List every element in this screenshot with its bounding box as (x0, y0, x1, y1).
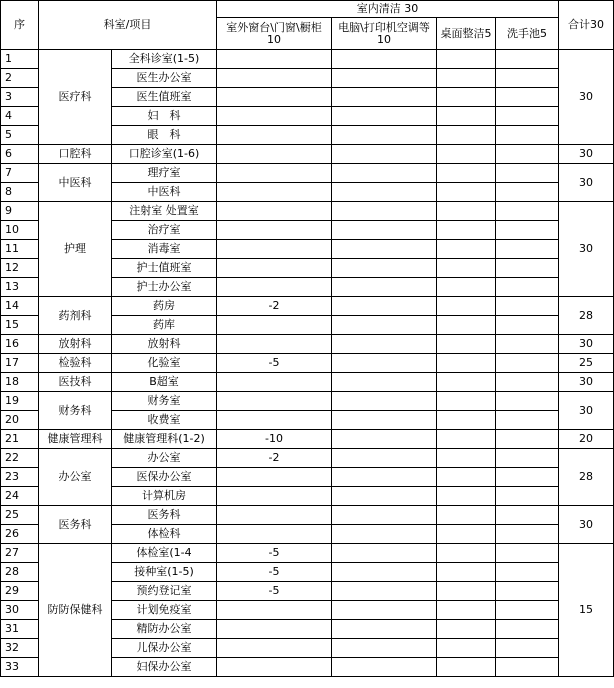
score-windows-doors: -5 (217, 582, 332, 601)
row-seq: 19 (1, 392, 39, 411)
table-row (1, 392, 614, 411)
score-windows-doors (217, 639, 332, 658)
score-windows-doors (217, 69, 332, 88)
score-computer-printer (332, 126, 437, 145)
dept-total: 28 (559, 449, 614, 506)
table-row (1, 164, 614, 183)
row-seq: 18 (1, 373, 39, 392)
room-name: 治疗室 (112, 221, 217, 240)
header-computer-printer-points: 10 (377, 32, 391, 46)
header-seq: 序 (1, 1, 39, 50)
score-sink (496, 297, 559, 316)
score-computer-printer (332, 601, 437, 620)
score-desk-tidy (437, 126, 496, 145)
row-seq: 1 (1, 50, 39, 69)
row-seq: 23 (1, 468, 39, 487)
room-name: 药库 (112, 316, 217, 335)
score-sink (496, 278, 559, 297)
room-name: 消毒室 (112, 240, 217, 259)
score-computer-printer (332, 411, 437, 430)
row-seq: 2 (1, 69, 39, 88)
score-desk-tidy (437, 563, 496, 582)
table-row (1, 297, 614, 316)
score-sink (496, 88, 559, 107)
score-computer-printer (332, 107, 437, 126)
score-desk-tidy (437, 69, 496, 88)
table-row (1, 202, 614, 221)
room-name: 医保办公室 (112, 468, 217, 487)
score-windows-doors (217, 525, 332, 544)
score-computer-printer (332, 145, 437, 164)
score-computer-printer (332, 430, 437, 449)
score-computer-printer (332, 620, 437, 639)
row-seq: 11 (1, 240, 39, 259)
dept-name: 防防保健科 (39, 544, 112, 677)
score-sink (496, 240, 559, 259)
score-windows-doors (217, 202, 332, 221)
dept-total: 15 (559, 544, 614, 677)
score-windows-doors (217, 50, 332, 69)
table-row (1, 50, 614, 69)
dept-name: 财务科 (39, 392, 112, 430)
row-seq: 14 (1, 297, 39, 316)
header-dept-item: 科室/项目 (39, 1, 217, 50)
dept-total: 30 (559, 335, 614, 354)
score-computer-printer (332, 88, 437, 107)
row-seq: 10 (1, 221, 39, 240)
score-desk-tidy (437, 468, 496, 487)
header-desk-tidy: 桌面整洁5 (437, 18, 496, 50)
score-windows-doors (217, 88, 332, 107)
score-windows-doors (217, 335, 332, 354)
score-computer-printer (332, 278, 437, 297)
dept-name: 放射科 (39, 335, 112, 354)
score-desk-tidy (437, 202, 496, 221)
dept-name: 医疗科 (39, 50, 112, 145)
room-name: 体检科 (112, 525, 217, 544)
score-sink (496, 449, 559, 468)
score-desk-tidy (437, 544, 496, 563)
room-name: 理疗室 (112, 164, 217, 183)
score-desk-tidy (437, 373, 496, 392)
dept-total: 30 (559, 164, 614, 202)
score-computer-printer (332, 506, 437, 525)
score-sink (496, 164, 559, 183)
row-seq: 26 (1, 525, 39, 544)
score-windows-doors (217, 107, 332, 126)
table-row (1, 449, 614, 468)
table-row (1, 145, 614, 164)
score-computer-printer (332, 50, 437, 69)
room-name: 护士值班室 (112, 259, 217, 278)
row-seq: 29 (1, 582, 39, 601)
score-sink (496, 430, 559, 449)
room-name: 放射科 (112, 335, 217, 354)
score-sink (496, 620, 559, 639)
room-name: 收费室 (112, 411, 217, 430)
score-windows-doors (217, 373, 332, 392)
score-sink (496, 487, 559, 506)
score-windows-doors: -5 (217, 354, 332, 373)
score-computer-printer (332, 563, 437, 582)
score-computer-printer (332, 297, 437, 316)
score-computer-printer (332, 202, 437, 221)
table-row (1, 335, 614, 354)
dept-name: 药剂科 (39, 297, 112, 335)
score-windows-doors (217, 316, 332, 335)
score-desk-tidy (437, 525, 496, 544)
dept-total: 30 (559, 506, 614, 544)
score-desk-tidy (437, 164, 496, 183)
score-windows-doors (217, 164, 332, 183)
score-sink (496, 563, 559, 582)
score-sink (496, 202, 559, 221)
score-computer-printer (332, 259, 437, 278)
score-sink (496, 411, 559, 430)
score-sink (496, 392, 559, 411)
table-row (1, 373, 614, 392)
score-windows-doors (217, 126, 332, 145)
score-windows-doors: -5 (217, 544, 332, 563)
score-desk-tidy (437, 449, 496, 468)
score-desk-tidy (437, 221, 496, 240)
row-seq: 7 (1, 164, 39, 183)
score-windows-doors (217, 468, 332, 487)
row-seq: 32 (1, 639, 39, 658)
score-computer-printer (332, 544, 437, 563)
row-seq: 15 (1, 316, 39, 335)
score-computer-printer (332, 164, 437, 183)
score-desk-tidy (437, 335, 496, 354)
score-sink (496, 316, 559, 335)
row-seq: 20 (1, 411, 39, 430)
room-name: 预约登记室 (112, 582, 217, 601)
row-seq: 21 (1, 430, 39, 449)
row-seq: 30 (1, 601, 39, 620)
score-windows-doors (217, 278, 332, 297)
score-desk-tidy (437, 88, 496, 107)
score-windows-doors: -5 (217, 563, 332, 582)
score-computer-printer (332, 69, 437, 88)
score-sink (496, 544, 559, 563)
score-computer-printer (332, 639, 437, 658)
score-windows-doors (217, 601, 332, 620)
score-windows-doors: -2 (217, 297, 332, 316)
score-windows-doors (217, 183, 332, 202)
score-desk-tidy (437, 50, 496, 69)
score-windows-doors (217, 411, 332, 430)
score-sink (496, 126, 559, 145)
room-name: 财务室 (112, 392, 217, 411)
room-name: 计划免疫室 (112, 601, 217, 620)
score-sink (496, 639, 559, 658)
score-windows-doors (217, 620, 332, 639)
score-computer-printer (332, 221, 437, 240)
table-row (1, 506, 614, 525)
row-seq: 27 (1, 544, 39, 563)
room-name: 健康管理科(1-2) (112, 430, 217, 449)
score-computer-printer (332, 316, 437, 335)
score-sink (496, 525, 559, 544)
score-sink (496, 658, 559, 677)
score-computer-printer (332, 183, 437, 202)
score-sink (496, 69, 559, 88)
score-desk-tidy (437, 620, 496, 639)
score-desk-tidy (437, 639, 496, 658)
score-computer-printer (332, 392, 437, 411)
dept-name: 办公室 (39, 449, 112, 506)
room-name: 注射室 处置室 (112, 202, 217, 221)
score-desk-tidy (437, 392, 496, 411)
row-seq: 24 (1, 487, 39, 506)
row-seq: 22 (1, 449, 39, 468)
dept-total: 30 (559, 202, 614, 297)
score-windows-doors (217, 221, 332, 240)
score-desk-tidy (437, 297, 496, 316)
score-desk-tidy (437, 430, 496, 449)
score-windows-doors (217, 259, 332, 278)
score-computer-printer (332, 582, 437, 601)
room-name: B超室 (112, 373, 217, 392)
table-row (1, 354, 614, 373)
row-seq: 33 (1, 658, 39, 677)
dept-name: 口腔科 (39, 145, 112, 164)
score-desk-tidy (437, 658, 496, 677)
score-desk-tidy (437, 278, 496, 297)
score-computer-printer (332, 658, 437, 677)
table-row (1, 544, 614, 563)
score-sink (496, 221, 559, 240)
dept-total: 30 (559, 145, 614, 164)
table-body (1, 50, 614, 677)
row-seq: 17 (1, 354, 39, 373)
header-windows-doors-label: 室外窗台\门窗\橱柜 (226, 20, 322, 34)
score-desk-tidy (437, 601, 496, 620)
header-windows-doors (217, 18, 332, 50)
room-name: 口腔诊室(1-6) (112, 145, 217, 164)
score-sink (496, 145, 559, 164)
room-name: 药房 (112, 297, 217, 316)
room-name: 中医科 (112, 183, 217, 202)
room-name: 医务科 (112, 506, 217, 525)
row-seq: 25 (1, 506, 39, 525)
row-seq: 12 (1, 259, 39, 278)
score-windows-doors (217, 487, 332, 506)
header-sink: 洗手池5 (496, 18, 559, 50)
score-desk-tidy (437, 582, 496, 601)
score-desk-tidy (437, 183, 496, 202)
dept-total: 30 (559, 392, 614, 430)
score-sink (496, 50, 559, 69)
room-name: 妇保办公室 (112, 658, 217, 677)
score-sink (496, 373, 559, 392)
room-name: 接种室(1-5) (112, 563, 217, 582)
score-computer-printer (332, 240, 437, 259)
score-desk-tidy (437, 240, 496, 259)
score-desk-tidy (437, 107, 496, 126)
score-windows-doors (217, 145, 332, 164)
dept-name: 检验科 (39, 354, 112, 373)
score-windows-doors (217, 240, 332, 259)
room-name: 精防办公室 (112, 620, 217, 639)
score-computer-printer (332, 487, 437, 506)
score-computer-printer (332, 525, 437, 544)
dept-name: 健康管理科 (39, 430, 112, 449)
dept-name: 中医科 (39, 164, 112, 202)
row-seq: 5 (1, 126, 39, 145)
room-name: 眼 科 (112, 126, 217, 145)
score-sink (496, 582, 559, 601)
score-sink (496, 506, 559, 525)
row-seq: 31 (1, 620, 39, 639)
header-total: 合计30 (559, 1, 614, 50)
dept-total: 30 (559, 373, 614, 392)
score-desk-tidy (437, 316, 496, 335)
header-computer-printer (332, 18, 437, 50)
dept-name: 医技科 (39, 373, 112, 392)
score-windows-doors (217, 658, 332, 677)
score-sink (496, 354, 559, 373)
dept-name: 护理 (39, 202, 112, 297)
score-windows-doors (217, 392, 332, 411)
room-name: 体检室(1-4 (112, 544, 217, 563)
row-seq: 3 (1, 88, 39, 107)
room-name: 全科诊室(1-5) (112, 50, 217, 69)
score-sink (496, 468, 559, 487)
row-seq: 6 (1, 145, 39, 164)
score-computer-printer (332, 449, 437, 468)
score-desk-tidy (437, 487, 496, 506)
dept-total: 28 (559, 297, 614, 335)
score-computer-printer (332, 335, 437, 354)
score-desk-tidy (437, 259, 496, 278)
row-seq: 28 (1, 563, 39, 582)
dept-name: 医务科 (39, 506, 112, 544)
room-name: 妇 科 (112, 107, 217, 126)
room-name: 护士办公室 (112, 278, 217, 297)
room-name: 医生办公室 (112, 69, 217, 88)
dept-total: 20 (559, 430, 614, 449)
header-computer-printer-label: 电脑\打印机空调等 (338, 20, 430, 34)
score-desk-tidy (437, 354, 496, 373)
row-seq: 4 (1, 107, 39, 126)
score-desk-tidy (437, 411, 496, 430)
room-name: 化验室 (112, 354, 217, 373)
score-computer-printer (332, 468, 437, 487)
row-seq: 16 (1, 335, 39, 354)
score-sink (496, 183, 559, 202)
dept-total: 25 (559, 354, 614, 373)
table-row (1, 430, 614, 449)
room-name: 医生值班室 (112, 88, 217, 107)
row-seq: 8 (1, 183, 39, 202)
score-desk-tidy (437, 145, 496, 164)
score-sink (496, 107, 559, 126)
dept-total: 30 (559, 50, 614, 145)
score-sink (496, 335, 559, 354)
score-windows-doors: -2 (217, 449, 332, 468)
header-indoor-cleaning: 室内清洁 30 (217, 1, 559, 18)
row-seq: 9 (1, 202, 39, 221)
score-windows-doors (217, 506, 332, 525)
room-name: 计算机房 (112, 487, 217, 506)
room-name: 儿保办公室 (112, 639, 217, 658)
score-windows-doors: -10 (217, 430, 332, 449)
score-sink (496, 601, 559, 620)
room-name: 办公室 (112, 449, 217, 468)
row-seq: 13 (1, 278, 39, 297)
score-sink (496, 259, 559, 278)
score-computer-printer (332, 373, 437, 392)
score-computer-printer (332, 354, 437, 373)
score-desk-tidy (437, 506, 496, 525)
header-windows-doors-points: 10 (267, 32, 281, 46)
